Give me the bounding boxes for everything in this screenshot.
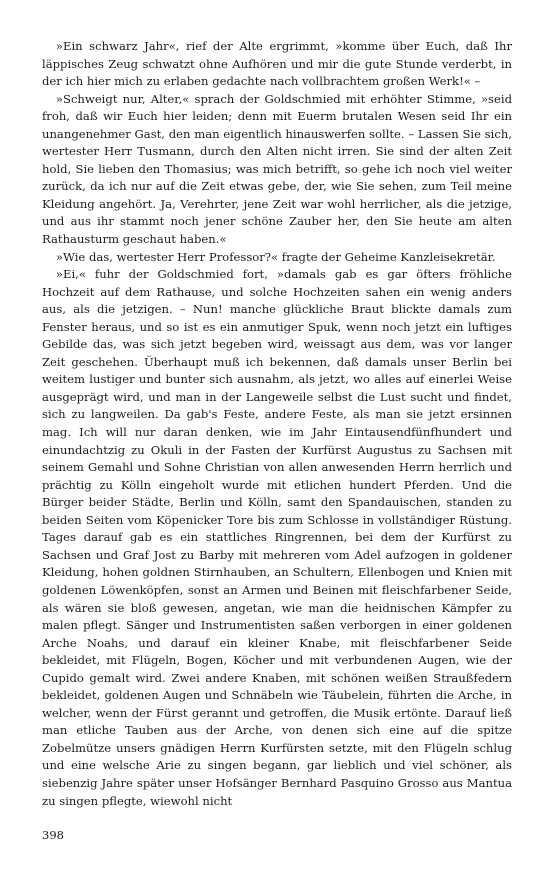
body-text: [42, 38, 512, 810]
paragraph-2: »Schweigt nur, Alter,« sprach der Goldschmied mit erhöhter Stimme, »seid froh, daß wir Euch hier leiden; denn mit Euerm brutalen Wesen seid Ihr ein unangenehmer Gast, den man eigentlich hinauswerfen sollte. – Lassen Sie sich, wertester Herr Tusmann, durch den Alten nicht irren. Sie sind der alten Zeit hold, Sie lieben den Thomasius; was mich betrifft, so gehe ich noch viel weiter zurück, da ich nur auf die Zeit etwas gebe, der, wie Sie sehen, zum Teil meine Kleidung angehört. Ja, Verehrter, jene Zeit war wohl herrlicher, als die jetzige, und aus ihr stammt noch jener schöne Zauber her, den Sie heute am alten Rathausturm geschaut haben.«: [42, 91, 512, 247]
paragraph-3: »Wie das, wertester Herr Professor?« fragte der Geheime Kanzleisekretär.: [55, 249, 496, 264]
page-number: 398: [42, 828, 64, 842]
paragraph-1: »Ein schwarz Jahr«, rief der Alte ergrimmt, »komme über Euch, daß Ihr läppisches Zeug schwatzt ohne Aufhören und mir die gute Stunde verderbt, in der ich hier mich zu erlaben gedachte nach vollbrachtem großen Werk!« –: [42, 39, 512, 89]
paragraph-4: »Ei,« fuhr der Goldschmied fort, »damals gab es gar öfters fröhliche Hochzeit auf dem Rathause, und solche Hochzeiten sahen ein wenig anders aus, als die jetzigen. – Nun! manche glückliche Braut blickte damals zum Fenster heraus, und so ist es ein anmutiger Spuk, wenn noch jetzt ein luftiges Gebilde das, was sich jetzt begeben wird, weissagt aus dem, was vor langer Zeit geschehen. Überhaupt muß ich bekennen, daß damals unser Berlin bei weitem lustiger und bunter sich ausnahm, als jetzt, wo alles auf einerlei Weise ausgeprägt wird, und man in der Langeweile selbst die Lust sucht und findet, sich zu langweilen. Da gab's Feste, andere Feste, als man sie jetzt ersinnen mag. Ich will nur daran denken, wie im Jahr Eintausendfünfhundert und einundachtzig zu Okuli in der Fasten der Kurfürst Augustus zu Sachsen mit seinem Gemahl und Sohne Christian von allen anwesenden Herrn herrlich und prächtig zu Kölln eingeholt wurde mit etlichen hundert Pferden. Und die Bürger beider Städte, Berlin und Kölln, samt den Spandauischen, standen zu beiden Seiten vom Köpenicker Tore bis zum Schlosse in vollständiger Rüstung. Tages darauf gab es ein stattliches Ringrennen, bei dem der Kurfürst zu Sachsen und Graf Jost zu Barby mit mehreren vom Adel aufzogen in goldener Kleidung, hohen goldnen Stirnhauben, an Schultern, Ellenbogen und Knien mit goldenen Löwenköpfen, sonst an Armen und Beinen mit fleischfarbener Seide, als wären sie bloß gewesen, angetan, wie man die heidnischen Kämpfer zu malen pflegt. Sänger und Instrumentisten saßen verborgen in einer goldenen Arche Noahs, und darauf ein kleiner Knabe, mit fleischfarbener Seide bekleidet, mit Flügeln, Bogen, Köcher und mit verbundenen Augen, wie der Cupido gemalt wird. Zwei andere Knaben, mit schönen weißen Straußfedern bekleidet, goldenen Augen und Schnäbeln wie Täubelein, führten die Arche, in welcher, wenn der Fürst gerannt und getroffen, die Musik ertönte. Darauf ließ man etliche Tauben aus der Arche, von denen sich eine auf die spitze Zobelmütze unsers gnädigen Herrn Kurfürsten setzte, mit den Flügeln schlug und eine welsche Arie zu singen begann, gar lieblich und viel schöner, als siebenzig Jahre später unser Hofsänger Bernhard Pasquino Grosso aus Mantua zu singen pflegte, wiewohl nicht: [42, 267, 512, 808]
